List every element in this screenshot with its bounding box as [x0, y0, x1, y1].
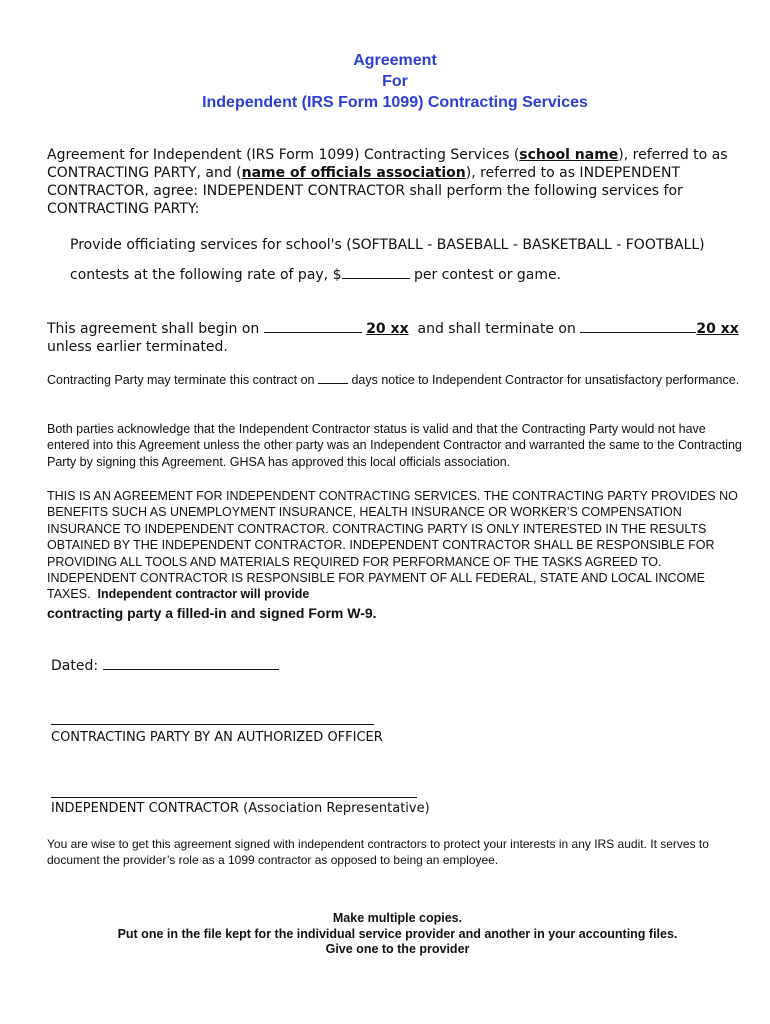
intro-paragraph	[47, 146, 737, 218]
dated-blank[interactable]	[103, 655, 279, 670]
intro-part-2: ), referred to as CONTRACTING PARTY, and (	[47, 147, 728, 181]
title-line-3: Independent (IRS Form 1099) Contracting Services	[202, 94, 588, 111]
notice-days-blank[interactable]	[318, 372, 348, 384]
term-end: unless earlier terminated.	[47, 339, 228, 355]
term-begin: This agreement shall begin on	[47, 321, 260, 337]
footer-line-3: Give one to the provider	[325, 942, 470, 956]
signature-line-2[interactable]	[51, 797, 417, 798]
acknowledge-paragraph: Both parties acknowledge that the Independent Contractor status is valid and that the Contracting Party would not have entered into this Agreement unless the other party was an Independent Contractor and warranted the same to the Contracting Party by signing this Agreement. GHSA has approved this local officials association.	[47, 422, 742, 469]
end-year: 20 xx	[696, 321, 739, 337]
termination-paragraph	[47, 372, 747, 388]
caps-text: THIS IS AN AGREEMENT FOR INDEPENDENT CONTRACTING SERVICES. THE CONTRACTING PARTY PROVIDES NO BENEFITS SUCH AS UNEMPLOYMENT INSURANCE, HEALTH INSURANCE OR WORKER’S COMPENSATION INSURANCE TO INDEPENDENT CONTRACTOR. CONTRACTING PARTY IS ONLY INTERESTED IN THE RESULTS OBTAINED BY THE INDEPENDENT CONTRACTOR. INDEPENDENT CONTRACTOR SHALL BE RESPONSIBLE FOR PROVIDING ALL TOOLS AND MATERIALS REQUIRED FOR PERFORMANCE OF THE TASKS AGREED TO. INDEPENDENT CONTRACTOR IS RESPONSIBLE FOR PAYMENT OF ALL FEDERAL, STATE AND LOCAL INCOME TAXES.	[47, 489, 738, 602]
signature-label-2: INDEPENDENT CONTRACTOR (Association Representative)	[51, 801, 430, 816]
services-line-1: Provide officiating services for school's (SOFTBALL - BASEBALL - BASKETBALL - FOOTBALL)	[70, 237, 705, 253]
title-line-1: Agreement	[353, 52, 437, 69]
rate-prefix: contests at the following rate of pay, $	[70, 267, 342, 283]
w9-note-1: Independent contractor will provide	[97, 587, 310, 602]
term-line-1	[47, 318, 747, 338]
intro-part-1: Agreement for Independent (IRS Form 1099) Contracting Services (	[47, 147, 520, 163]
termination-pre: Contracting Party may terminate this contract on	[47, 373, 315, 387]
officials-association-placeholder: name of officials association	[241, 165, 466, 181]
term-middle: and shall terminate on	[417, 321, 576, 337]
dated-label: Dated:	[51, 658, 99, 674]
end-date-blank[interactable]	[580, 318, 696, 333]
advice-paragraph: You are wise to get this agreement signed with independent contractors to protect your interests in any IRS audit. It serves to document the provider’s role as a 1099 contractor as opposed to being an employee.	[47, 837, 709, 868]
rate-suffix: per contest or game.	[409, 267, 562, 283]
services-line-2	[70, 264, 561, 284]
title-line-2: For	[382, 73, 408, 90]
term-paragraph	[47, 318, 747, 356]
rate-blank[interactable]	[342, 264, 410, 279]
begin-year: 20 xx	[366, 321, 409, 337]
termination-post: days notice to Independent Contractor for unsatisfactory performance.	[351, 373, 740, 387]
footer-line-1: Make multiple copies.	[332, 911, 463, 925]
dated-row	[51, 655, 279, 674]
signature-line-1[interactable]	[51, 724, 374, 725]
footer-instructions	[0, 911, 770, 958]
signature-label-1: CONTRACTING PARTY BY AN AUTHORIZED OFFICER	[51, 730, 383, 745]
intro-part-3: ), referred to as INDEPENDENT CONTRACTOR, agree: INDEPENDENT CONTRACTOR shall perform the following services for CONTRACTING PARTY:	[47, 165, 683, 217]
begin-date-blank[interactable]	[264, 318, 362, 333]
w9-note-2: contracting party a filled-in and signed Form W-9.	[47, 604, 377, 621]
document-title	[0, 50, 770, 113]
school-name-placeholder: school name	[519, 147, 619, 163]
caps-paragraph	[47, 488, 747, 623]
footer-line-2: Put one in the file kept for the individual service provider and another in your accounting files.	[117, 926, 678, 941]
